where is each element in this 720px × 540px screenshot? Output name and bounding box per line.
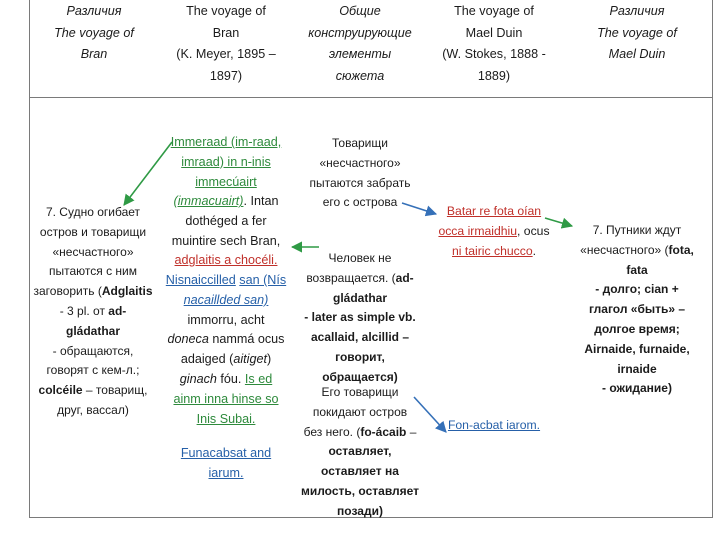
irish-text-line: Immeraad (im-raad, xyxy=(170,135,282,149)
header-line: Mael Duin xyxy=(608,47,666,61)
irish-text-line: immecúairt xyxy=(195,174,257,189)
header-line: Различия xyxy=(609,4,665,18)
irish-text-line: nacaillded san) xyxy=(183,292,269,307)
text-line: остров и товарищи xyxy=(39,224,147,239)
text-run: ) xyxy=(266,352,272,367)
header-line: Bran xyxy=(212,25,240,40)
text-line: долгое время; xyxy=(594,321,680,336)
text-line: оставляет, xyxy=(328,444,392,459)
header-line: The voyage of xyxy=(454,4,534,18)
text-line: Его товарищи xyxy=(321,385,399,399)
text-line: Товарищи xyxy=(332,136,388,150)
text-line: милость, оставляет xyxy=(300,483,420,498)
term-fata: fata xyxy=(626,262,648,277)
irish-text-line: dothéged a fer xyxy=(185,214,267,229)
text-line: оставляет на xyxy=(321,464,399,479)
text-line: - обращаются, xyxy=(52,343,134,358)
header-line: Общие xyxy=(339,4,381,18)
text-run: возвращается. ( xyxy=(306,270,396,285)
term-ad: ad- xyxy=(108,303,127,318)
term-gladathar: gládathar xyxy=(65,323,120,338)
text-line: irnaide xyxy=(617,361,657,376)
irish-text-run: occa irmaidhiu xyxy=(438,223,518,238)
text-line: - долго; cian + xyxy=(595,282,679,297)
irish-text-run: ginach xyxy=(179,371,217,386)
irish-text-run: Nisnaiccilled xyxy=(165,273,236,287)
header-line: элементы xyxy=(328,47,392,61)
irish-text-run: aitiget xyxy=(233,352,267,367)
text-line: - ожидание) xyxy=(602,381,672,396)
text-run: . xyxy=(532,243,536,258)
text-line: говорит, xyxy=(335,349,385,364)
text-run: – xyxy=(406,424,417,439)
term-colceile: colcéile xyxy=(38,383,83,398)
text-line: Человек не xyxy=(328,251,392,265)
text-line: обращается) xyxy=(322,369,398,384)
text-line: - later as simple vb. xyxy=(304,310,416,325)
header-line: Различия xyxy=(66,4,122,18)
irish-text-line: ainm inna hinse so xyxy=(173,391,279,406)
text-line: «несчастного» xyxy=(319,155,401,170)
text-line: acallaid, alcillid – xyxy=(310,330,410,345)
header-line: Mael Duin xyxy=(465,25,523,40)
text-run: , ocus xyxy=(517,223,550,238)
header-line: The voyage of xyxy=(54,25,134,40)
text-line: его с острова xyxy=(322,195,398,210)
text-run: - 3 pl. от xyxy=(59,303,109,318)
term-gladathar: gládathar xyxy=(332,290,387,305)
text-line: говорят с кем-л.; xyxy=(46,363,140,378)
text-line: «несчастного» xyxy=(52,244,134,259)
text-run: . Intan xyxy=(243,194,279,209)
text-run: заговорить ( xyxy=(33,284,102,299)
arrow-common-to-mael-duin xyxy=(402,203,436,214)
text-line: глагол «быть» – xyxy=(588,302,686,317)
header-line: 1897) xyxy=(209,68,243,83)
text-run: без него. ( xyxy=(303,424,361,439)
text-run: nammá ocus xyxy=(208,332,285,347)
text-line: позади) xyxy=(337,503,383,518)
term-adglaitis: Adglaitis xyxy=(101,284,153,299)
island-name-inis-subai: Inis Subai. xyxy=(196,411,256,426)
arrow-bran-to-differences xyxy=(124,142,172,205)
header-line: сюжета xyxy=(335,68,385,83)
header-line: The voyage of xyxy=(186,4,266,18)
text-run: fóu. xyxy=(216,371,245,386)
header-line: (W. Stokes, 1888 - xyxy=(442,47,546,61)
text-line: 7. Судно огибает xyxy=(45,205,141,219)
text-run: «несчастного» ( xyxy=(580,242,669,257)
term-ad: ad- xyxy=(395,270,414,285)
irish-text-line: Funacabsat and xyxy=(180,446,272,460)
header-line: конструирующие xyxy=(308,25,412,40)
text-line: 7. Путники ждут xyxy=(592,223,682,237)
irish-text-run: Is ed xyxy=(244,371,273,386)
header-line: Bran xyxy=(80,47,108,61)
irish-text-line: immorru, acht xyxy=(187,312,265,327)
header-line: The voyage of xyxy=(597,25,677,40)
text-line: пытаются с ним xyxy=(48,264,137,279)
text-line: друг, вассал) xyxy=(57,402,129,417)
text-run: adaiged ( xyxy=(180,352,234,367)
irish-text-run: ni tairic chucco xyxy=(452,243,533,258)
header-line: 1889) xyxy=(477,68,511,83)
irish-text-line: Fon-acbat iarom. xyxy=(447,418,541,432)
text-line: Airnaide, furnaide, xyxy=(584,341,690,356)
irish-text-run: doneca xyxy=(167,332,209,347)
text-line: покидают остров xyxy=(312,404,408,419)
text-run: – товарищ, xyxy=(82,383,148,398)
term-fota: fota, xyxy=(668,242,694,257)
irish-text-line: imraad) in n-inis xyxy=(181,154,271,169)
header-line: (K. Meyer, 1895 – xyxy=(176,47,276,61)
term-fo-acaib: fo-ácaib xyxy=(360,424,407,439)
irish-text-run: (immacuairt) xyxy=(173,194,244,209)
text-line: пытаются забрать xyxy=(309,175,411,190)
irish-text-line: iarum. xyxy=(208,465,244,480)
arrow-common-to-mael-duin-lower xyxy=(414,397,446,432)
irish-text-line: adglaitis a chocéli. xyxy=(174,253,278,267)
irish-text-run: san (Nís xyxy=(239,273,287,287)
irish-text-line: muintire sech Bran, xyxy=(171,233,281,248)
arrow-mael-duin-to-differences xyxy=(545,218,572,226)
irish-text-line: Batar re fota oían xyxy=(446,204,542,218)
